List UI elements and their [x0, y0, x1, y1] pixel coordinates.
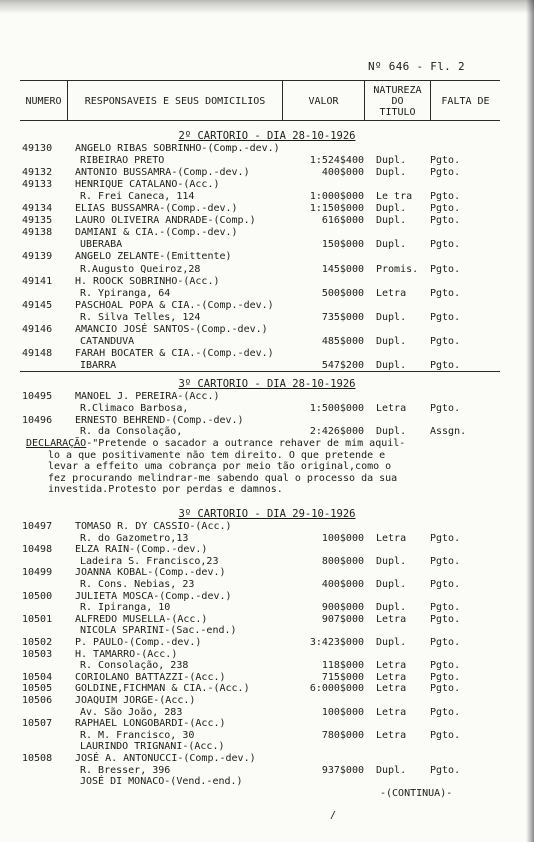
entry-number: 10504	[22, 671, 53, 683]
entry-text: ERNESTO BEHREND-(Comp.-dev.)	[75, 414, 244, 426]
entry-natureza: Dupl.	[376, 602, 407, 614]
table-row	[0, 325, 534, 335]
entry-text: ANGELO RIBAS SOBRINHO-(Comp.-dev.)	[75, 143, 280, 154]
table-row	[0, 240, 534, 250]
entry-natureza: Letra	[376, 613, 407, 625]
table-row	[0, 754, 534, 764]
entry-falta: Pgto.	[430, 613, 461, 625]
table-row	[0, 719, 534, 729]
entry-text: R. Ipiranga, 10	[80, 602, 171, 614]
section-divider	[20, 371, 500, 372]
entry-number: 10497	[22, 521, 53, 532]
table-row	[0, 349, 534, 359]
header-bottom-rule	[20, 120, 500, 121]
entry-text: FARAH BOCATER & CIA.-(Comp.-dev.)	[75, 347, 274, 359]
entry-natureza: Dupl.	[376, 637, 407, 648]
entry-natureza: Dupl.	[376, 335, 407, 347]
entry-text: GOLDINE,FICHMAN & CIA.-(Acc.)	[75, 683, 250, 695]
entry-falta: Pgto.	[430, 155, 461, 167]
entry-text: TOMASO R. DY CASSIO-(Acc.)	[75, 521, 232, 532]
entry-number: 10498	[22, 544, 53, 556]
entry-value: 780$000	[321, 729, 364, 741]
column-header-falta: FALTA DE	[441, 96, 490, 107]
entry-natureza: Letra	[376, 532, 407, 544]
entry-text: R. da Consolação,	[80, 426, 183, 438]
entry-text: RAPHAEL LONGOBARDI-(Acc.)	[75, 718, 226, 730]
entry-text: JOANNA KOBAL-(Comp.-dev.)	[75, 567, 226, 579]
entry-natureza: Letra	[376, 706, 407, 718]
entry-falta: Pgto.	[430, 359, 461, 371]
entry-text: H. TAMARRO-(Acc.)	[75, 648, 178, 660]
entry-falta: Assgn.	[430, 426, 467, 438]
entry-falta: Pgto.	[430, 706, 461, 718]
entry-falta: Pgto.	[430, 239, 461, 251]
entry-falta: Pgto.	[430, 602, 461, 614]
table-row	[0, 204, 534, 214]
entry-natureza: Letra	[376, 671, 407, 683]
entry-value: 900$000	[321, 602, 364, 614]
header-top-rule	[20, 80, 500, 81]
entry-number: 49138	[22, 227, 53, 239]
entry-falta: Pgto.	[430, 660, 461, 672]
entry-text: ALFREDO MUSELLA-(Acc.)	[75, 613, 208, 625]
table-row	[0, 673, 534, 683]
column-header-natureza: NATUREZA	[373, 85, 422, 96]
table-row	[0, 696, 534, 706]
table-row	[0, 228, 534, 238]
entry-number: 49130	[22, 143, 53, 154]
entry-number: 49132	[22, 167, 53, 179]
entry-value: 145$000	[321, 263, 364, 275]
scan-shadow-top	[0, 0, 534, 30]
entry-text: UBERABA	[80, 239, 123, 251]
entry-value: 735$000	[321, 311, 364, 323]
entry-value: 500$000	[321, 287, 364, 299]
column-header-valor: VALOR	[308, 96, 339, 107]
entry-number: 49139	[22, 251, 53, 263]
table-row	[0, 144, 534, 154]
entry-text: P. PAULO-(Comp.-dev.)	[75, 637, 202, 648]
entry-text: Av. São João, 283	[80, 706, 183, 718]
table-row	[0, 592, 534, 602]
entry-falta: Pgto.	[430, 215, 461, 227]
entry-text: ELZA RAIN-(Comp.-dev.)	[75, 544, 208, 556]
continua-label: -(CONTINUA)-	[380, 788, 453, 799]
entry-falta: Pgto.	[430, 402, 461, 414]
entry-falta: Pgto.	[430, 671, 461, 683]
entry-value: 118$000	[321, 660, 364, 672]
table-row	[0, 168, 534, 178]
entry-text: H. ROOCK SOBRINHO-(Acc.)	[75, 275, 220, 287]
entry-value: 485$000	[321, 335, 364, 347]
table-row	[0, 277, 534, 287]
table-row	[0, 557, 534, 567]
entry-natureza: Dupl.	[376, 215, 407, 227]
entry-natureza: Dupl.	[376, 203, 407, 215]
entry-text: DAMIANI & CIA.-(Comp.-dev.)	[75, 227, 238, 239]
entry-text: ELIAS BUSSAMRA-(Comp.-dev.)	[75, 203, 238, 215]
section-title: 3º CARTORIO - DIA 29-10-1926	[178, 508, 356, 520]
entry-value: 400$000	[321, 579, 364, 590]
entry-text: R. Cons. Nebias, 23	[80, 579, 195, 590]
table-row	[0, 684, 534, 694]
entry-text: JULIETA MOSCA-(Comp.-dev.)	[75, 590, 232, 602]
entry-text: JOSÉ DI MONACO-(Vend.-end.)	[80, 776, 243, 788]
table-row	[0, 427, 534, 437]
entry-text: CATANDUVA	[80, 335, 135, 347]
entry-natureza: Dupl.	[376, 579, 407, 590]
entry-value: 715$000	[321, 671, 364, 683]
table-row	[0, 626, 534, 636]
entry-text: RIBEIRAO PRETO	[80, 155, 165, 167]
entry-text: ANGELO ZELANTE-(Emittente)	[75, 251, 232, 263]
table-row	[0, 289, 534, 299]
entry-natureza: Dupl.	[376, 555, 407, 567]
entry-natureza: Le tra	[376, 191, 413, 203]
entry-value: 100$000	[321, 706, 364, 718]
entry-falta: Pgto.	[430, 555, 461, 567]
table-row	[0, 337, 534, 347]
table-row	[0, 265, 534, 275]
entry-text: LAURO OLIVEIRA ANDRADE-(Comp.)	[75, 215, 256, 227]
entry-natureza: Dupl.	[376, 359, 407, 371]
declaration-line: lo a que positivamente não tem direito. O que pretende e	[48, 449, 386, 461]
entry-number: 49145	[22, 299, 53, 311]
entry-falta: Pgto.	[430, 729, 461, 741]
entry-value: 937$000	[321, 764, 364, 776]
declaration-label: DECLARAÇÃO	[26, 438, 87, 449]
entry-number: 10507	[22, 718, 53, 730]
entry-natureza: Letra	[376, 660, 407, 672]
entry-value: 2:426$000	[309, 426, 364, 438]
entry-value: 3:423$000	[309, 637, 364, 648]
column-header-numero: NUMERO	[25, 96, 62, 107]
entry-text: R.Climaco Barbosa,	[80, 402, 189, 414]
table-row	[0, 661, 534, 671]
entry-falta: Pgto.	[430, 637, 461, 648]
entry-text: R. Bresser, 396	[80, 764, 171, 776]
table-row	[0, 180, 534, 190]
entry-text: AMANCIO JOSÉ SANTOS-(Comp.-dev.)	[75, 323, 268, 335]
entry-text: HENRIQUE CATALANO-(Acc.)	[75, 179, 220, 191]
pen-mark: /	[330, 810, 337, 821]
column-header-natureza: TITULO	[379, 107, 416, 118]
table-row	[0, 361, 534, 371]
entry-natureza: Dupl.	[376, 167, 407, 179]
table-row	[0, 216, 534, 226]
declaration-line: investida.Protesto por perdas e damnos.	[48, 484, 283, 495]
entry-text: R. do Gazometro,13	[80, 532, 189, 544]
entry-falta: Pgto.	[430, 263, 461, 275]
entry-natureza: Dupl.	[376, 239, 407, 251]
entry-text: JOAQUIM JORGE-(Acc.)	[75, 695, 196, 706]
entry-text: R. Silva Telles, 124	[80, 311, 201, 323]
section-title: 2º CARTORIO - DIA 28-10-1926	[178, 130, 356, 142]
entry-number: 49148	[22, 347, 53, 359]
declaration-line: levar a effeito uma cobrança por meio tão original,como o	[48, 461, 392, 472]
table-row	[0, 156, 534, 166]
entry-text: R.Augusto Queiroz,28	[80, 263, 201, 275]
entry-number: 10506	[22, 695, 53, 706]
table-row	[0, 777, 534, 787]
table-row	[0, 545, 534, 555]
entry-falta: Pgto.	[430, 579, 461, 590]
entry-value: 400$000	[321, 167, 364, 179]
table-row	[0, 392, 534, 402]
table-row	[0, 615, 534, 625]
entry-text: R. Ypiranga, 64	[80, 287, 171, 299]
entry-number: 10502	[22, 637, 53, 648]
entry-number: 10508	[22, 753, 53, 764]
entry-falta: Pgto.	[430, 287, 461, 299]
entry-value: 1:150$000	[309, 203, 364, 215]
table-row	[0, 742, 534, 752]
entry-text: R. M. Francisco, 30	[80, 729, 195, 741]
table-row	[0, 766, 534, 776]
entry-text: JOSÉ A. ANTONUCCI-(Comp.-dev.)	[75, 753, 256, 764]
declaration-line: fez procurando melindrar-me sabendo qual o processo da sua	[48, 472, 398, 484]
declaration-block	[26, 438, 506, 496]
entry-natureza: Letra	[376, 729, 407, 741]
table-row	[0, 192, 534, 202]
entry-value: 1:500$000	[309, 402, 364, 414]
entry-falta: Pgto.	[430, 532, 461, 544]
declaration-line: DECLARAÇÃO-"Pretende o sacador a outrance rehaver de mim aquil-	[26, 438, 406, 449]
table-row	[0, 404, 534, 414]
entry-value: 907$000	[321, 613, 364, 625]
entry-number: 49133	[22, 179, 53, 191]
entry-text: R. Frei Caneca, 114	[80, 191, 195, 203]
entry-number: 10495	[22, 391, 53, 402]
entry-natureza: Dupl.	[376, 155, 407, 167]
table-row	[0, 522, 534, 532]
entry-number: 10505	[22, 683, 53, 695]
entry-value: 6:000$000	[309, 683, 364, 695]
entry-natureza: Letra	[376, 287, 407, 299]
entry-value: 800$000	[321, 555, 364, 567]
entry-text: MANOEL J. PEREIRA-(Acc.)	[75, 391, 220, 402]
entry-natureza: Promis.	[376, 263, 419, 275]
entry-falta: Pgto.	[430, 335, 461, 347]
entry-falta: Pgto.	[430, 191, 461, 203]
entry-value: 547$200	[321, 359, 364, 371]
entry-value: 616$000	[321, 215, 364, 227]
entry-number: 10496	[22, 414, 53, 426]
entry-falta: Pgto.	[430, 167, 461, 179]
table-row	[0, 603, 534, 613]
entry-falta: Pgto.	[430, 311, 461, 323]
entry-falta: Pgto.	[430, 203, 461, 215]
entry-falta: Pgto.	[430, 764, 461, 776]
entry-text: PASCHOAL POPA & CIA.-(Comp.-dev.)	[75, 299, 274, 311]
entry-natureza: Dupl.	[376, 764, 407, 776]
entry-number: 10499	[22, 567, 53, 579]
entry-text: LAURINDO TRIGNANI-(Acc.)	[80, 741, 225, 753]
table-row	[0, 313, 534, 323]
table-row	[0, 568, 534, 578]
entry-text: R. Consolação, 238	[80, 660, 189, 672]
table-row	[0, 731, 534, 741]
table-row	[0, 638, 534, 648]
entry-number: 49134	[22, 203, 53, 215]
entry-text: ANTONIO BUSSAMRA-(Comp.-dev.)	[75, 167, 250, 179]
entry-number: 49135	[22, 215, 53, 227]
entry-number: 10503	[22, 648, 53, 660]
entry-natureza: Letra	[376, 402, 407, 414]
entry-text: CORIOLANO BATTAZZI-(Acc.)	[75, 671, 226, 683]
entry-number: 49146	[22, 323, 53, 335]
entry-value: 1:000$000	[309, 191, 364, 203]
entry-number: 10501	[22, 613, 53, 625]
table-row	[0, 650, 534, 660]
entry-value: 150$000	[321, 239, 364, 251]
table-row	[0, 301, 534, 311]
entry-text: Ladeira S. Francisco,23	[80, 555, 219, 567]
section-title: 3º CARTORIO - DIA 28-10-1926	[178, 378, 356, 390]
entry-natureza: Letra	[376, 683, 407, 695]
entry-value: 1:524$400	[309, 155, 364, 167]
entry-value: 100$000	[321, 532, 364, 544]
table-row	[0, 534, 534, 544]
entry-text: IBARRA	[80, 359, 117, 371]
table-row	[0, 708, 534, 718]
entry-natureza: Dupl.	[376, 311, 407, 323]
entry-number: 49141	[22, 275, 53, 287]
folio-number: Nº 646 - Fl. 2	[368, 60, 465, 73]
continua-line	[0, 789, 534, 799]
table-row	[0, 416, 534, 426]
entry-number: 10500	[22, 590, 53, 602]
entry-natureza: Dupl.	[376, 426, 407, 438]
column-header-responsaveis: RESPONSAVEIS E SEUS DOMICILIOS	[84, 96, 266, 107]
entry-text: NICOLA SPARINI-(Sac.-end.)	[80, 625, 237, 637]
entry-falta: Pgto.	[430, 683, 461, 695]
table-row	[0, 580, 534, 590]
table-row	[0, 252, 534, 262]
column-header-natureza: DO	[391, 96, 404, 107]
